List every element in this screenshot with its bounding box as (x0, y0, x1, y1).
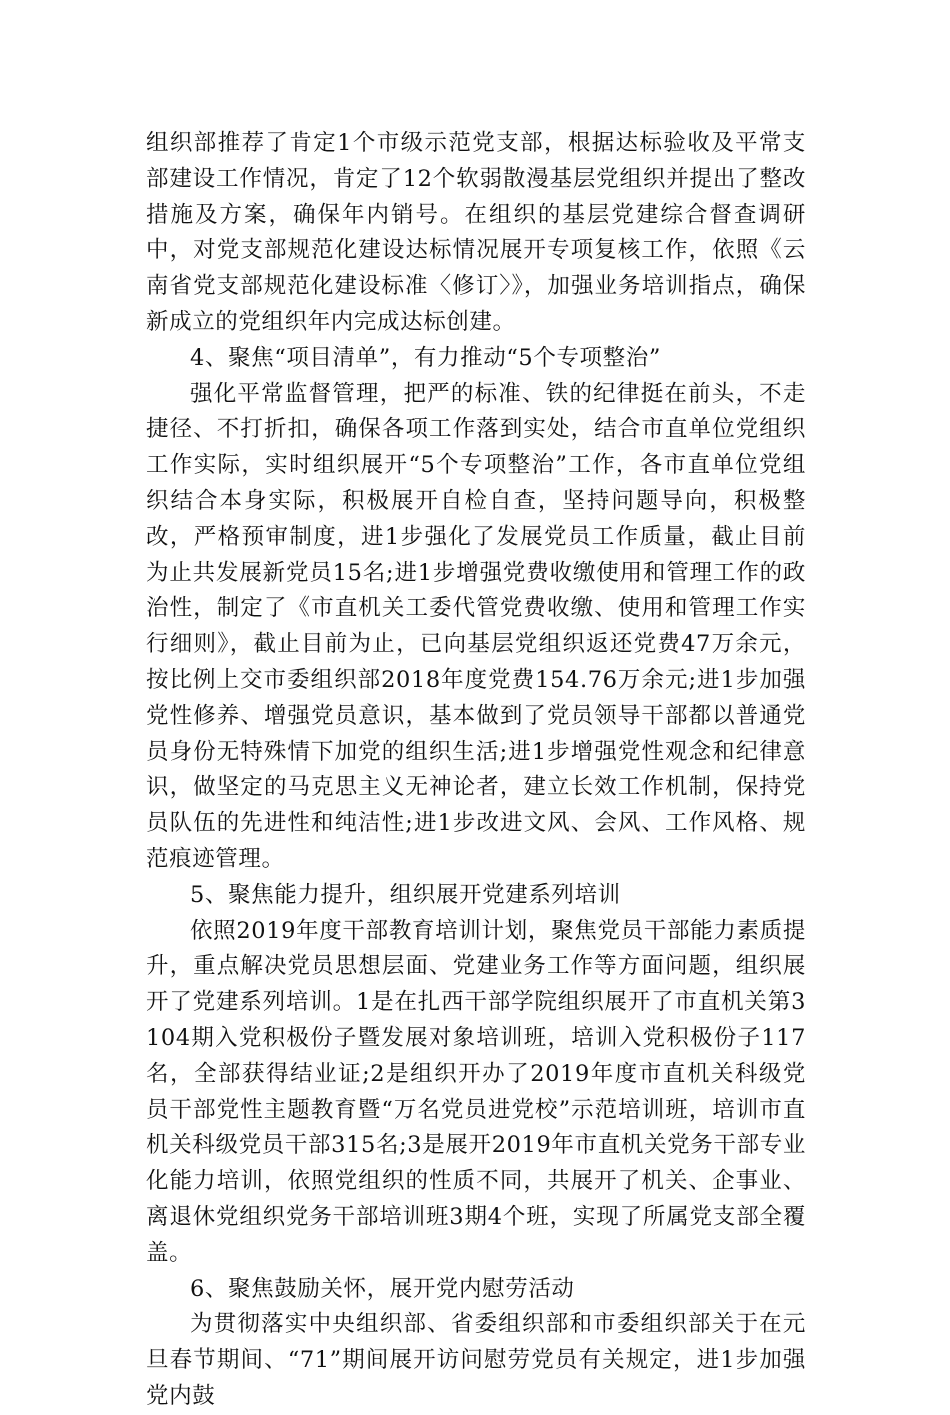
section-heading-6: 6、聚焦鼓励关怀，展开党内慰劳活动 (190, 1275, 575, 1302)
paragraph-care: 为贯彻落实中央组织部、省委组织部和市委组织部关于在元旦春节期间、“71”期间展开访问慰劳党员有关规定，进1步加强党内鼓 (146, 1311, 806, 1409)
paragraph-rectification: 强化平常监督管理，把严的标准、铁的纪律挺在前头，不走捷径、不打折扣，确保各项工作落到实处，结合市直单位党组织工作实际，实时组织展开“5个专项整治”工作，各市直单位党组织结合本身实际，积极展开自检自查，坚持问题导向，积极整改，严格预审制度，进1步强化了发展党员工作质量，截止目前为止共发展新党员15名;进1步增强党费收缴使用和管理工作的政治性，制定了《市直机关工委代管党费收缴、使用和管理工作实行细则》，截止目前为止，已向基层党组织返还党费47万余元，按比例上交市委组织部2018年度党费154.76万余元;进1步加强党性修养、增强党员意识，基本做到了党员领导干部都以普通党员身份无特殊情下加党的组织生活;进1步增强党性观念和纪律意识，做坚定的马克思主义无神论者，建立长效工作机制，保持党员队伍的先进性和纯洁性;进1步改进文风、会风、工作风格、规范痕迹管理。 (146, 380, 806, 872)
paragraph-training: 依照2019年度干部教育培训计划，聚焦党员干部能力素质提升，重点解决党员思想层面、党建业务工作等方面问题，组织展开了党建系列培训。1是在扎西干部学院组织展开了市直机关第3104期入党积极份子暨发展对象培训班，培训入党积极份子117名，全部获得结业证;2是组织开办了2019年度市直机关科级党员干部党性主题教育暨“万名党员进党校”示范培训班，培训市直机关科级党员干部315名;3是展开2019年市直机关党务干部专业化能力培训，依照党组织的性质不同，共展开了机关、企事业、离退休党组织党务干部培训班3期4个班，实现了所属党支部全覆盖。 (146, 917, 806, 1266)
section-heading-5: 5、聚焦能力提升，组织展开党建系列培训 (190, 881, 621, 908)
paragraph-standards: 组织部推荐了肯定1个市级示范党支部，根据达标验收及平常支部建设工作情况，肯定了12个软弱散漫基层党组织并提出了整改措施及方案，确保年内销号。在组织的基层党建综合督查调研中，对党支部规范化建设达标情况展开专项复核工作，依照《云南省党支部规范化建设标准〈修订〉》，加强业务培训指点，确保新成立的党组织年内完成达标创建。 (146, 130, 806, 335)
document-page (146, 126, 806, 1415)
section-heading-4: 4、聚焦“项目清单”，有力推动“5个专项整治” (190, 344, 661, 371)
